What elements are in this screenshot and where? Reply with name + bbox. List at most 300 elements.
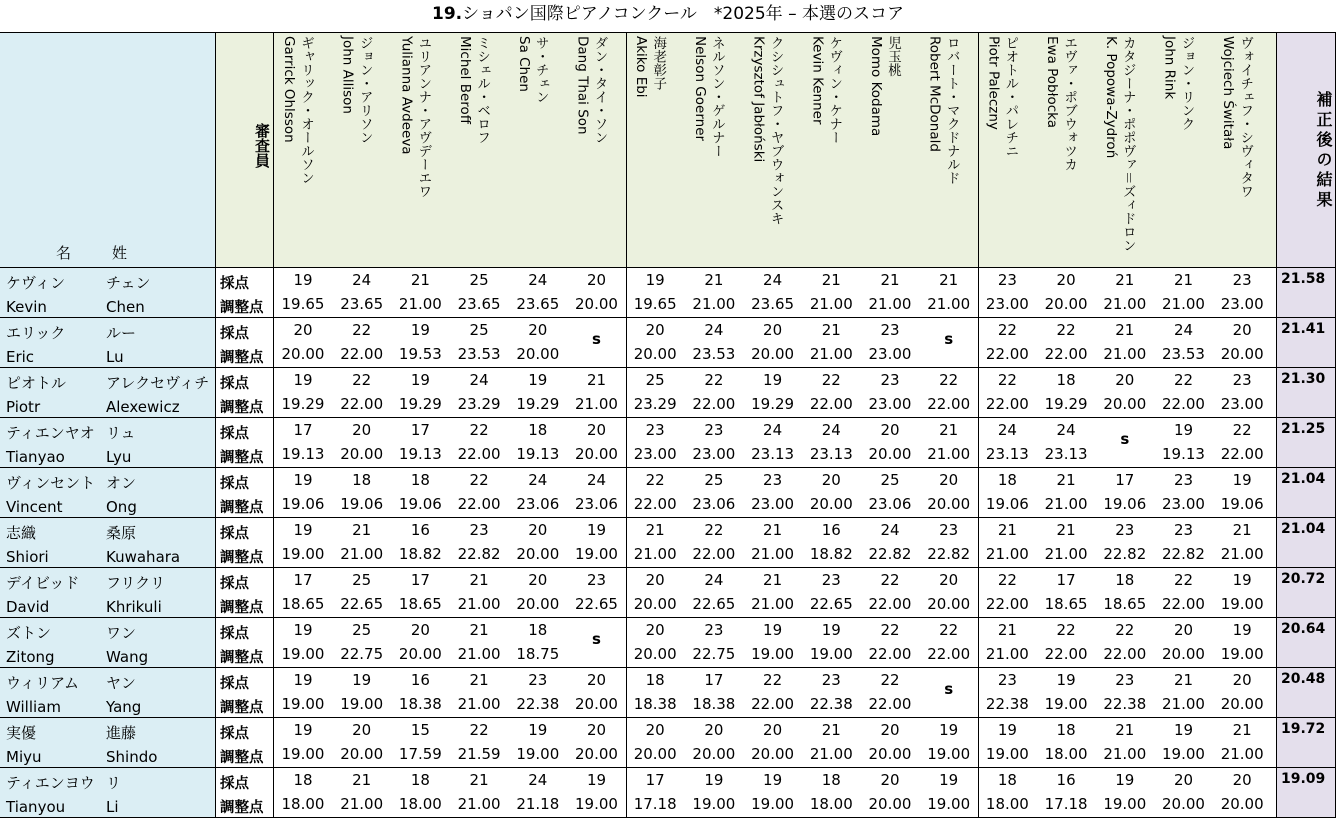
judge-score: 17 [293,571,313,589]
adjusted-score: 21.00 [1220,545,1264,563]
result-cell [1276,318,1336,368]
adjusted-score: 20.00 [868,445,912,463]
judge-score: 20 [939,471,959,489]
judge-score: 21 [469,771,489,789]
judge-score: 20 [586,271,607,289]
title-text: ショパン国際ピアノコンクール *2025年 – 本選のスコア [462,4,904,24]
adjusted-score: 22.82 [1103,545,1147,563]
row-type-cell [216,268,274,318]
adjusted-score: 19.13 [398,445,442,463]
judge-score: 21 [1232,521,1252,539]
score-label: 採点 [220,326,249,342]
family-name-en: Khrikuli [106,598,162,616]
adjusted-score: 19.00 [281,645,325,663]
adjusted-score: 21.00 [927,445,971,463]
adjusted-score: 19.06 [281,495,325,513]
judge-score: 19 [293,371,313,389]
adjusted-score: 20.00 [1220,695,1264,713]
final-result: 21.04 [1281,471,1326,487]
name-header [0,32,216,268]
adjusted-score: 22.82 [457,545,501,563]
adjusted-score: 19.00 [985,745,1029,763]
adjusted-label: 調整点 [220,650,264,666]
given-name-en: Miyu [6,748,42,766]
judge-name [926,36,960,185]
judge-score: 22 [469,721,489,739]
judge-score: 23 [1115,521,1135,539]
adjusted-score: 21.00 [809,345,853,363]
result-cell [1276,768,1336,818]
adjusted-label: 調整点 [220,700,264,716]
judge-name-ja: サ・チェン [532,36,549,104]
judge-score: 19 [410,321,430,339]
adjusted-score: 22.75 [340,645,384,663]
adjusted-score: 20.00 [633,595,677,613]
adjusted-score: 22.00 [985,345,1029,363]
adjusted-score: 19.00 [751,645,795,663]
final-result: 21.30 [1281,371,1326,387]
result-cell [1276,418,1336,468]
judge-score: 24 [528,771,548,789]
adjusted-score: 22.00 [1103,645,1147,663]
adjusted-score: 21.00 [985,545,1029,563]
adjusted-score: 21.00 [692,295,736,313]
given-name-ja: ウィリアム [6,674,80,692]
adjusted-score: 18.65 [398,595,442,613]
adjusted-score: 19.53 [398,345,442,363]
judges-header [216,32,274,268]
judge-score: 23 [1173,471,1194,489]
judge-name [632,36,666,98]
score-label: 採点 [220,526,249,542]
judge-score: 24 [880,521,900,539]
adjusted-score: 19.00 [575,545,618,563]
final-result: 21.58 [1281,271,1326,287]
adjusted-score: 20.00 [340,445,384,463]
judge-name-en: Kevin Kenner [809,36,826,125]
adjusted-score: 19.00 [1162,745,1205,763]
judge-score: 20 [645,721,665,739]
row-type-cell [216,418,274,468]
judge-name-ja: ジョン・アリソン [356,36,373,144]
adjusted-score: 21.00 [1162,295,1205,313]
adjusted-score: 18.00 [809,795,853,813]
judge-score: 18 [997,471,1017,489]
family-name-en: Shindo [106,748,158,766]
judge-score: 22 [704,521,724,539]
adjusted-score: 22.38 [985,695,1029,713]
family-name-ja: リ [106,774,122,792]
adjusted-score: 19.00 [927,745,971,763]
judge-score: 19 [1173,421,1194,439]
adjusted-score: 19.06 [1103,495,1147,513]
adjusted-score: 19.00 [927,795,971,813]
judge-score: 20 [528,521,548,539]
judge-name-ja: ロバート・マクドナルド [943,36,960,185]
judge-score: 18 [528,621,548,639]
judge-score: 23 [763,471,783,489]
judge-score: 25 [704,471,724,489]
adjusted-score: 22.38 [516,695,560,713]
judge-score: 17 [410,571,430,589]
adjusted-score: 19.29 [281,395,325,413]
judge-score: 19 [528,721,548,739]
adjusted-score: 19.65 [281,295,325,313]
judge-name-ja: エヴァ・ポブウォツカ [1061,36,1078,171]
judge-score: 21 [1115,321,1135,339]
judge-score: 19 [410,371,430,389]
judge-score: 22 [997,321,1017,339]
given-name-label: 名 [56,244,72,262]
adjusted-score: 22.00 [633,495,677,513]
adjusted-score: 22.00 [1220,445,1264,463]
adjusted-score: 23.53 [1162,345,1205,363]
judge-name-ja: ギャリック・オールソン [298,36,314,185]
judge-score: 23 [880,321,900,339]
given-name-en: William [6,698,61,716]
judge-score: 21 [586,371,607,389]
judge-score: 22 [1056,321,1076,339]
judge-score: 20 [880,771,900,789]
family-name-en: Lyu [106,448,132,466]
adjusted-score: 19.00 [575,795,618,813]
judge-name-ja: ダン・タイ・ソン [591,36,608,144]
judge-score: 21 [352,771,372,789]
family-name-en: Chen [106,298,145,316]
adjusted-score: 20.00 [1103,395,1147,413]
judge-name-en: Ewa Pobłocka [1044,36,1061,128]
judge-name-en: John Rink [1161,36,1178,100]
adjusted-score: 21.00 [340,545,384,563]
adjusted-score: 20.00 [516,545,560,563]
judge-score: 18 [645,671,665,689]
adjusted-score: 20.00 [927,495,971,513]
judge-name-en: Yulianna Avdeeva [398,36,415,155]
judge-score: 20 [1115,371,1135,389]
result-cell [1276,368,1336,418]
judge-score: 25 [469,321,489,339]
family-name-en: Li [106,798,119,816]
adjusted-score: 23.00 [868,345,912,363]
judge-score: 21 [880,271,900,289]
judge-score: 21 [997,621,1017,639]
judge-score: 18 [1056,721,1076,739]
contestant-name-cell [0,618,216,668]
judge-score: 22 [880,621,900,639]
adjusted-label: 調整点 [220,600,264,616]
adjusted-score: 19.00 [1103,795,1147,813]
family-name-en: Yang [106,698,142,716]
adjusted-score: 21.00 [1044,495,1088,513]
family-name-en: Kuwahara [106,548,181,566]
judge-score: 18 [528,421,548,439]
row-type-cell [216,468,274,518]
judge-score: 22 [880,671,900,689]
final-result: 19.72 [1281,721,1326,737]
judge-name [456,36,490,144]
adjusted-score: 21.00 [1103,745,1147,763]
judge-score: 23 [469,521,489,539]
judge-score: 22 [821,371,841,389]
adjusted-score: 21.00 [1044,545,1088,563]
given-name-en: Tianyou [6,798,66,816]
adjusted-score: 22.00 [340,345,384,363]
adjusted-score: 20.00 [281,345,325,363]
judge-score: 21 [352,521,372,539]
judge-score: 21 [645,521,665,539]
adjusted-score: 22.82 [868,545,912,563]
adjusted-score: 23.00 [692,445,736,463]
score-label: 採点 [220,776,249,792]
adjusted-score: 23.06 [575,495,618,513]
absent-mark: s [944,680,954,698]
adjusted-score: 19.00 [340,695,384,713]
judge-score: 20 [586,671,607,689]
row-type-cell [216,618,274,668]
family-name-en: Lu [106,348,124,366]
judge-score: 19 [293,521,313,539]
judge-name-ja: ミシェル・ベロフ [474,36,491,144]
judge-score: 20 [880,721,900,739]
page-title [0,0,1336,32]
judge-name [574,36,608,144]
judge-score: 20 [352,721,372,739]
adjusted-label: 調整点 [220,550,264,566]
adjusted-score: 19.06 [1220,495,1264,513]
judge-score: 17 [410,421,430,439]
judge-score: 20 [528,571,548,589]
result-cell [1276,268,1336,318]
family-name-en: Alexewicz [106,398,180,416]
judge-score: 21 [1173,271,1194,289]
judge-score: 24 [997,421,1017,439]
result-header [1276,32,1336,268]
judge-score: 22 [763,671,783,689]
adjusted-score: 19.13 [281,445,325,463]
judge-score: 21 [763,571,783,589]
judge-name [867,36,901,136]
adjusted-score: 23.13 [809,445,853,463]
judge-score: 18 [352,471,372,489]
adjusted-score: 21.00 [1162,695,1205,713]
adjusted-score: 22.65 [575,595,618,613]
adjusted-score: 23.13 [985,445,1029,463]
judge-score: 25 [469,271,489,289]
judge-name-en: Garrick Ohlsson [281,36,297,143]
judge-score: 22 [1056,621,1076,639]
adjusted-score: 17.18 [633,795,677,813]
family-name-ja: チェン [106,274,151,292]
judge-score: 19 [704,771,724,789]
judge-score: 20 [352,421,372,439]
judge-score: 20 [704,721,724,739]
judge-name [808,36,842,144]
final-result: 20.72 [1281,571,1326,587]
score-label: 採点 [220,476,249,492]
judge-score: 21 [821,321,841,339]
judge-score: 22 [352,371,372,389]
judge-score: 20 [1173,771,1194,789]
judge-score: 16 [1056,771,1076,789]
absent-mark: s [592,330,601,348]
adjusted-score: 19.00 [1044,695,1088,713]
judge-score: 23 [997,671,1017,689]
given-name-ja: ティエンヤオ [6,424,95,442]
adjusted-score: 18.00 [985,795,1029,813]
judge-score: 19 [293,271,313,289]
given-name-ja: 実優 [6,724,37,742]
adjusted-score: 17.59 [398,745,442,763]
adjusted-score: 19.13 [1162,445,1205,463]
adjusted-score: 20.00 [633,345,677,363]
adjusted-score: 21.00 [633,545,677,563]
judge-score: 21 [1232,721,1252,739]
adjusted-score: 18.65 [281,595,325,613]
judge-name [1161,36,1195,131]
result-cell [1276,518,1336,568]
adjusted-score: 20.00 [516,345,560,363]
result-cell [1276,618,1336,668]
adjusted-score: 23.00 [1220,295,1264,313]
judge-score: 22 [352,321,372,339]
adjusted-score: 18.82 [398,545,442,563]
contestant-name-cell [0,768,216,818]
adjusted-score: 19.65 [633,295,677,313]
judge-score: 18 [821,771,841,789]
final-result: 21.25 [1281,421,1326,437]
judge-score: 19 [352,671,372,689]
judge-score: 25 [352,571,372,589]
score-label: 採点 [220,426,249,442]
row-type-cell [216,568,274,618]
adjusted-score: 21.00 [340,795,384,813]
judge-score: 20 [645,571,665,589]
family-name-ja: オン [106,474,137,492]
adjusted-score: 20.00 [809,495,853,513]
judge-score: 24 [821,421,841,439]
judge-score: 19 [1232,621,1252,639]
adjusted-score: 23.65 [457,295,501,313]
judge-score: 23 [1232,271,1252,289]
contestant-name-cell [0,268,216,318]
absent-mark: s [944,330,954,348]
score-label: 採点 [220,276,249,292]
adjusted-score: 21.00 [1103,295,1147,313]
adjusted-score: 22.00 [1162,395,1205,413]
given-name-ja: デイビッド [6,574,80,592]
judge-score: 20 [1056,271,1076,289]
adjusted-score: 20.00 [633,745,677,763]
given-name-ja: ズトン [6,624,52,642]
adjusted-score: 22.65 [809,595,853,613]
judge-score: 23 [704,621,724,639]
judges-label: 審査員 [253,123,271,168]
adjusted-score: 19.29 [516,395,560,413]
judge-score: 24 [469,371,489,389]
adjusted-score: 23.06 [692,495,736,513]
result-cell [1276,718,1336,768]
adjusted-score: 23.65 [516,295,560,313]
adjusted-score: 18.38 [692,695,736,713]
judge-score: 19 [1115,771,1135,789]
adjusted-score: 19.00 [1220,595,1264,613]
judge-name-ja: ジョン・リンク [1178,36,1195,131]
adjusted-score: 22.75 [692,645,736,663]
judge-score: 21 [1115,271,1135,289]
adjusted-score: 22.00 [751,695,795,713]
score-label: 採点 [220,626,249,642]
judge-score: 24 [704,321,724,339]
adjusted-score: 21.00 [927,295,971,313]
given-name-en: Tianyao [6,448,65,466]
judge-score: 19 [1173,721,1194,739]
judge-score: 17 [704,671,724,689]
family-name-ja: ルー [106,324,137,342]
row-type-cell [216,668,274,718]
adjusted-score: 20.00 [692,745,736,763]
judge-score: 21 [821,721,841,739]
adjusted-score: 20.00 [633,645,677,663]
adjusted-score: 23.13 [1044,445,1088,463]
row-type-cell [216,518,274,568]
adjusted-score: 19.00 [281,695,325,713]
judge-score: 24 [763,271,783,289]
judge-score: 21 [704,271,724,289]
judge-name [750,36,784,225]
judge-score: 24 [763,421,783,439]
judge-score: 25 [880,471,900,489]
adjusted-score: 20.00 [1220,345,1264,363]
judge-score: 20 [293,321,313,339]
adjusted-label: 調整点 [220,500,264,516]
adjusted-score: 22.00 [1044,645,1088,663]
judge-score: 16 [410,521,430,539]
contestant-name-cell [0,468,216,518]
judge-score: 16 [410,671,430,689]
contestant-name-cell [0,368,216,418]
judge-score: 20 [939,571,959,589]
judge-score: 21 [997,521,1017,539]
judge-score: 19 [939,721,959,739]
adjusted-score: 23.00 [633,445,677,463]
judge-score: 20 [763,321,783,339]
judge-score: 18 [1056,371,1076,389]
judge-score: 18 [410,771,430,789]
family-name-ja: ヤン [106,674,136,692]
given-name-ja: ヴィンセント [6,474,96,492]
judge-score: 19 [293,471,313,489]
adjusted-score: 20.00 [868,745,912,763]
adjusted-score: 22.00 [985,595,1029,613]
row-type-cell [216,768,274,818]
adjusted-score: 22.00 [457,495,501,513]
judge-name [397,36,431,198]
judge-name-en: Momo Kodama [868,36,884,137]
judge-name-en: Wojciech Świtała [1220,36,1237,150]
adjusted-score: 18.75 [516,645,560,663]
adjusted-score: 20.00 [1220,795,1264,813]
judge-score: 24 [704,571,724,589]
family-name-en: Ong [106,498,137,516]
judge-score: 22 [469,421,489,439]
adjusted-score: 19.00 [809,645,853,663]
adjusted-score: 22.38 [1103,695,1147,713]
judge-score: 19 [939,771,959,789]
judge-score: 22 [880,571,900,589]
adjusted-score: 23.06 [868,495,912,513]
adjusted-score: 17.18 [1044,795,1088,813]
adjusted-score: 20.00 [398,645,442,663]
